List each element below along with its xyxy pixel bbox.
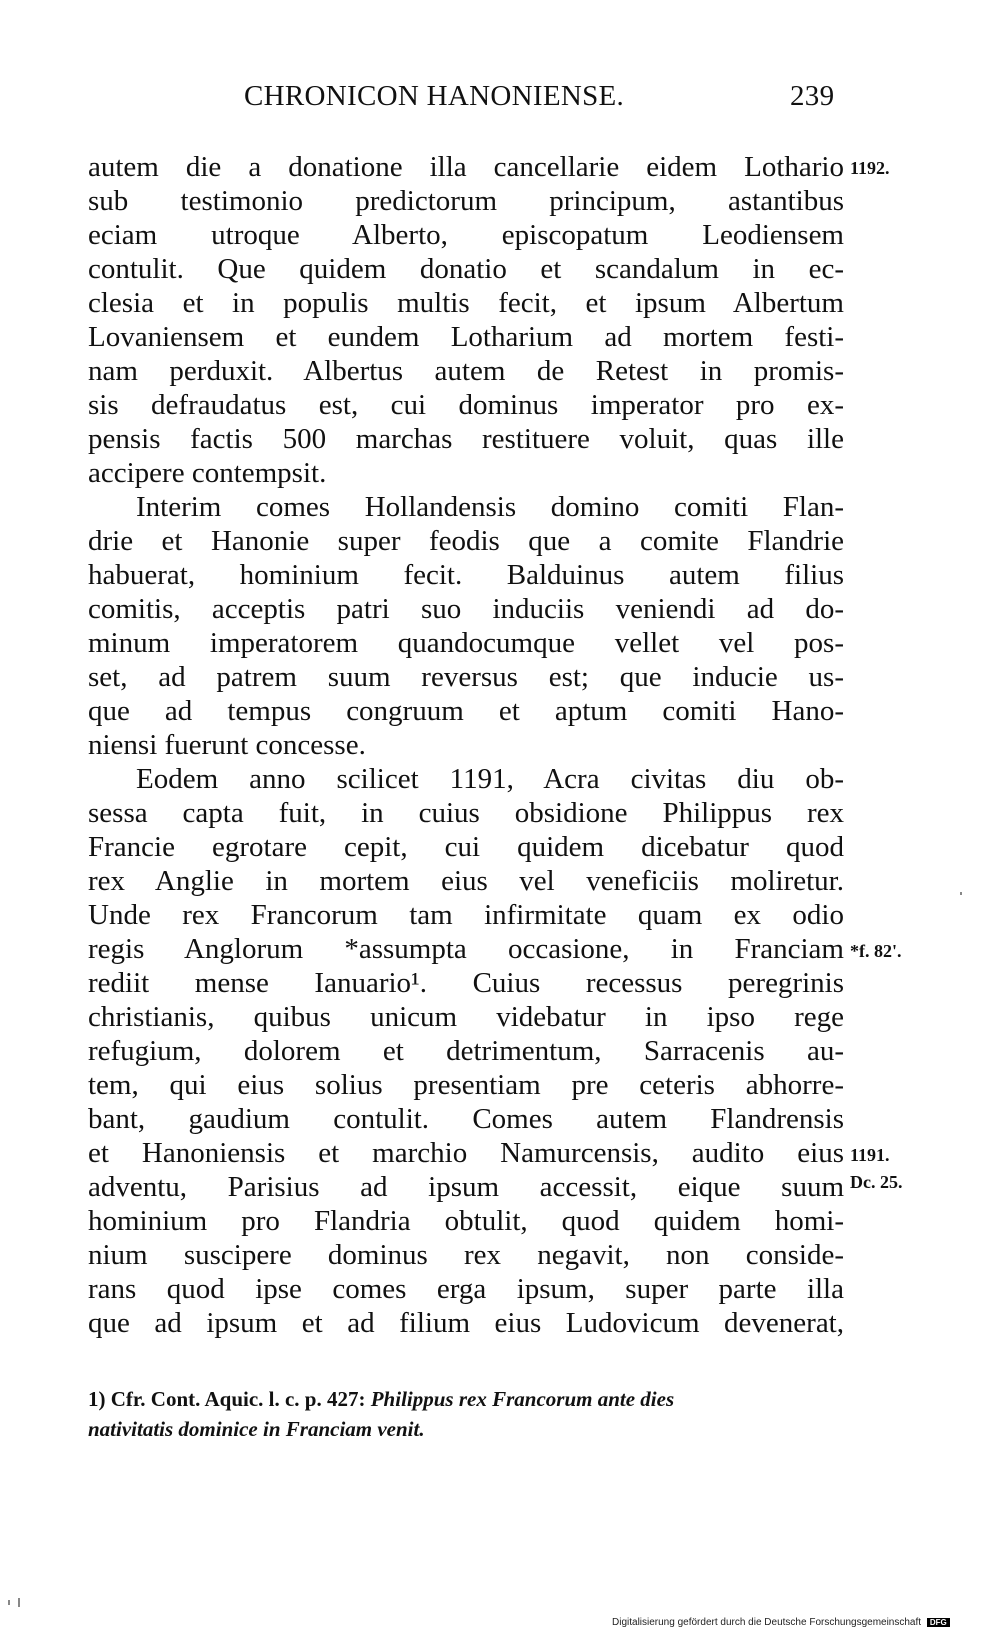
text-line: christianis, quibus unicum videbatur in ipso rege: [88, 1001, 844, 1033]
digitization-notice: [612, 1617, 950, 1628]
text-line: sub testimonio predictorum principum, astantibus: [88, 185, 844, 217]
text-line: Lovaniensem et eundem Lotharium ad mortem festi-: [88, 321, 844, 353]
text-line: drie et Hanonie super feodis que a comite Flandrie: [88, 525, 844, 557]
scan-speck: [18, 1598, 20, 1607]
text-line: comitis, acceptis patri suo induciis veniendi ad do-: [88, 593, 844, 625]
text-line: set, ad patrem suum reversus est; que inducie us-: [88, 661, 844, 693]
margin-folio-mark: *f. 82'.: [850, 941, 902, 961]
colophon-text: Digitalisierung gefördert durch die Deutsche Forschungsgemeinschaft: [612, 1617, 922, 1628]
text-line: rans quod ipse comes erga ipsum, super parte illa: [88, 1273, 844, 1305]
text-line: sessa capta fuit, in cuius obsidione Philippus rex: [88, 797, 844, 829]
margin-date: Dc. 25.: [850, 1172, 903, 1192]
text-line: minum imperatorem quandocumque vellet vel pos-: [88, 627, 844, 659]
scan-speck: [960, 892, 962, 895]
text-line: Interim comes Hollandensis domino comiti Flan-: [136, 491, 844, 523]
dfg-logo: DFG: [927, 1618, 950, 1627]
text-line: tem, qui eius solius presentiam pre ceteris abhorre-: [88, 1069, 844, 1101]
text-line: que ad ipsum et ad filium eius Ludovicum devenerat,: [88, 1307, 844, 1339]
text-line: nium suscipere dominus rex negavit, non conside-: [88, 1239, 844, 1271]
text-line: clesia et in populis multis fecit, et ipsum Albertum: [88, 287, 844, 319]
scan-speck: [8, 1600, 10, 1605]
running-header: [244, 80, 844, 124]
text-line: que ad tempus congruum et aptum comiti Hano-: [88, 695, 844, 727]
main-text: [88, 150, 844, 1340]
text-line: bant, gaudium contulit. Comes autem Flandrensis: [88, 1103, 844, 1135]
text-line: hominium pro Flandria obtulit, quod quidem homi-: [88, 1205, 844, 1237]
text-line: adventu, Parisius ad ipsum accessit, eique suum: [88, 1171, 844, 1203]
text-line: autem die a donatione illa cancellarie eidem Lothario: [88, 151, 844, 183]
footnote-quote-continued: nativitatis dominice in Franciam venit.: [88, 1417, 425, 1441]
footnote-quote: Philippus rex Francorum ante dies: [370, 1387, 675, 1411]
text-line: eciam utroque Alberto, episcopatum Leodiensem: [88, 219, 844, 251]
margin-year-1191: 1191.: [850, 1145, 890, 1165]
text-line: refugium, dolorem et detrimentum, Sarracenis au-: [88, 1035, 844, 1067]
text-line: nam perduxit. Albertus autem de Retest in promis-: [88, 355, 844, 387]
text-line: contulit. Que quidem donatio et scandalum in ec-: [88, 253, 844, 285]
text-line: sis defraudatus est, cui dominus imperator pro ex-: [88, 389, 844, 421]
text-line: rediit mense Ianuario¹. Cuius recessus peregrinis: [88, 967, 844, 999]
text-line: Unde rex Francorum tam infirmitate quam ex odio: [88, 899, 844, 931]
text-line: accipere contempsit.: [88, 457, 327, 489]
page-number: 239: [790, 80, 835, 112]
text-line: Eodem anno scilicet 1191, Acra civitas diu ob-: [136, 763, 844, 795]
text-line: Francie egrotare cepit, cui quidem dicebatur quod: [88, 831, 844, 863]
footnote-reference: 1) Cfr. Cont. Aquic. l. c. p. 427:: [88, 1387, 366, 1411]
margin-year-1192: 1192.: [850, 158, 890, 178]
text-line: habuerat, hominium fecit. Balduinus autem filius: [88, 559, 844, 591]
text-line: pensis factis 500 marchas restituere voluit, quas ille: [88, 423, 844, 455]
running-title: CHRONICON HANONIENSE.: [244, 80, 625, 112]
text-line: et Hanoniensis et marchio Namurcensis, audito eius: [88, 1137, 844, 1169]
text-line: niensi fuerunt concesse.: [88, 729, 366, 761]
text-line: rex Anglie in mortem eius vel veneficiis moliretur.: [88, 865, 844, 897]
footnote: [88, 1384, 848, 1444]
text-line: regis Anglorum *assumpta occasione, in Franciam: [88, 933, 844, 965]
